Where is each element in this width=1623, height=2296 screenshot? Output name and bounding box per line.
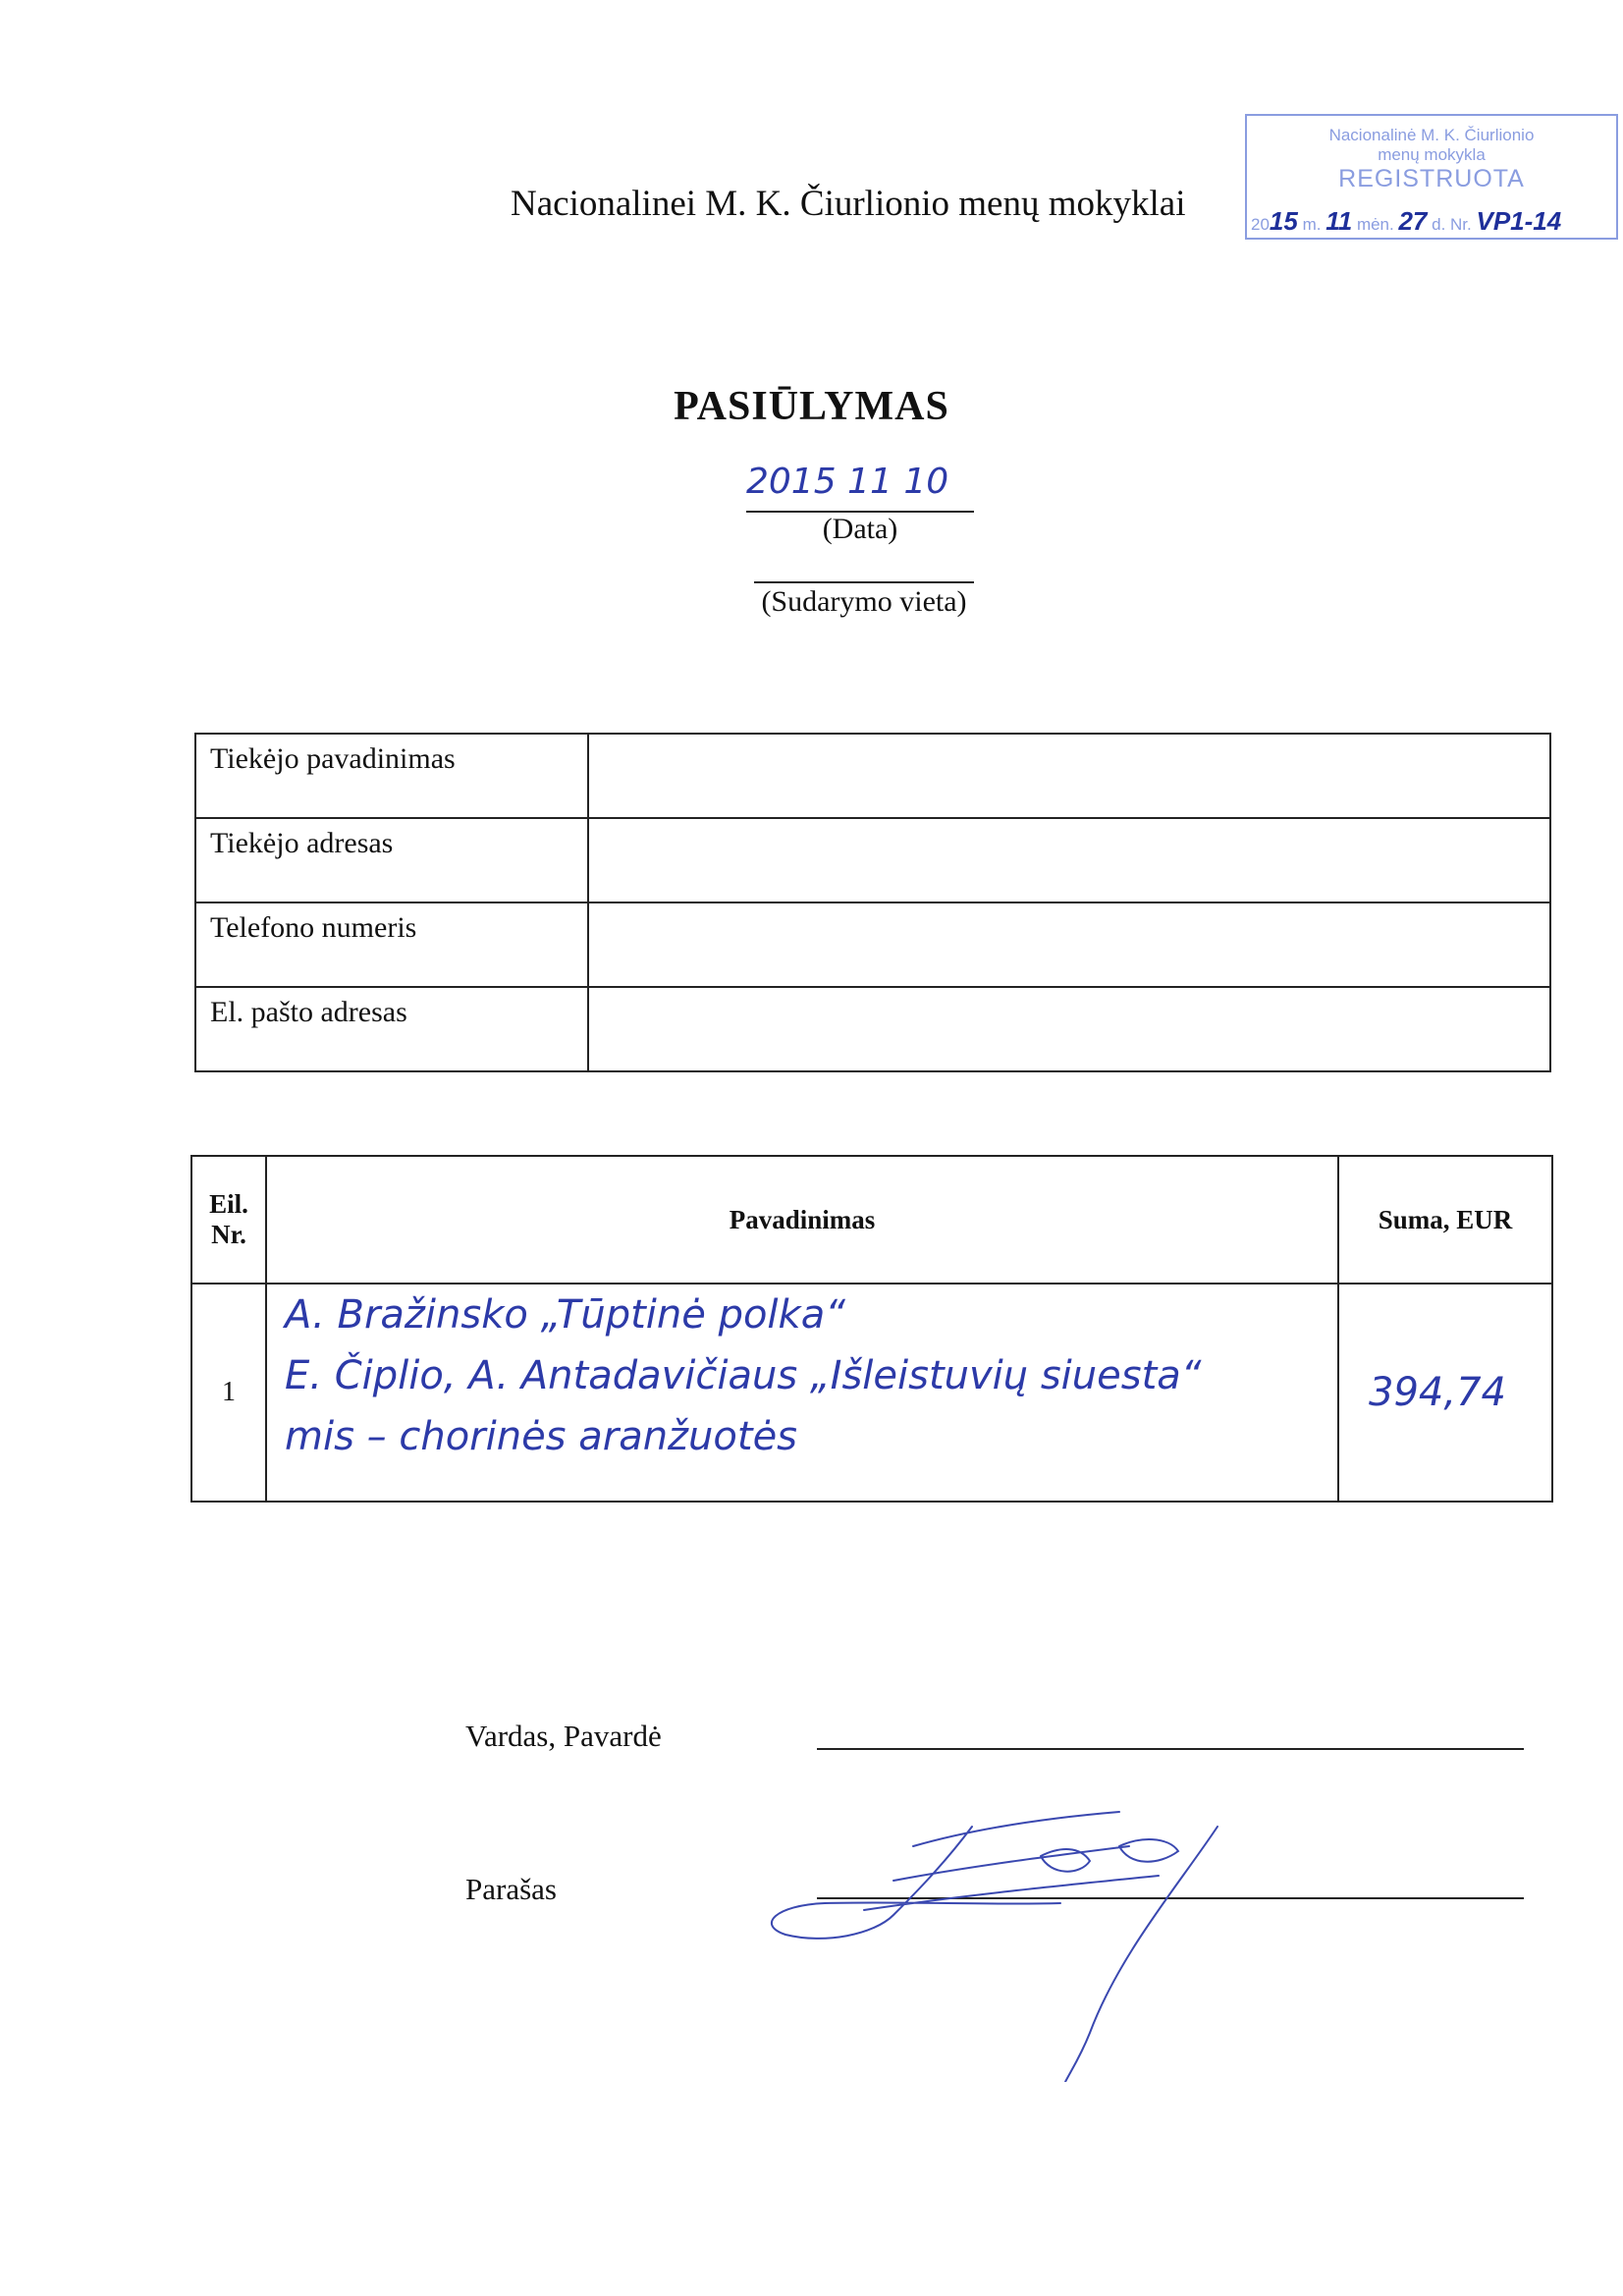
supplier-name-value: [588, 734, 1550, 818]
item-sum-value: 394,74: [1369, 1370, 1506, 1415]
table-row: [195, 902, 1550, 987]
supplier-address-label: Tiekėjo adresas: [195, 818, 588, 902]
place-underline: [754, 581, 974, 583]
item-name-line: E. Čiplio, A. Antadavičiaus „Išleistuvių siuesta“: [285, 1353, 1202, 1398]
supplier-name-label: Tiekėjo pavadinimas: [195, 734, 588, 818]
supplier-email-label: El. pašto adresas: [195, 987, 588, 1071]
header-nr: Eil. Nr.: [191, 1156, 266, 1284]
supplier-email-value: [588, 987, 1550, 1071]
supplier-phone-label: Telefono numeris: [195, 902, 588, 987]
stamp-day-handwritten: 27: [1398, 206, 1428, 236]
table-row: [191, 1284, 1552, 1502]
stamp-m-label: m.: [1302, 215, 1322, 234]
stamp-year-handwritten: 15: [1269, 206, 1298, 236]
items-header-row: [191, 1156, 1552, 1284]
items-table: [190, 1155, 1553, 1503]
supplier-address-value: [588, 818, 1550, 902]
table-row: [195, 987, 1550, 1071]
signature-label: Parašas: [465, 1872, 557, 1906]
item-name-line: A. Bražinsko „Tūptinė polka“: [285, 1292, 845, 1338]
item-sum: [1338, 1284, 1552, 1502]
stamp-year-prefix: 20: [1251, 215, 1270, 234]
stamp-men-label: mėn.: [1356, 215, 1394, 234]
handwritten-signature: [766, 1787, 1257, 2082]
stamp-d-label: d. Nr.: [1432, 215, 1472, 234]
stamp-number-handwritten: VP1-14: [1476, 206, 1562, 236]
date-label: (Data): [822, 513, 898, 545]
stamp-month-handwritten: 11: [1325, 206, 1353, 236]
date-handwritten: 2015 11 10: [746, 462, 949, 502]
registration-stamp: [1245, 114, 1618, 240]
item-nr: 1: [191, 1284, 266, 1502]
stamp-date-line: [1251, 206, 1561, 237]
name-line: [817, 1748, 1524, 1750]
document-title: PASIŪLYMAS: [674, 384, 949, 429]
header-sum: Suma, EUR: [1338, 1156, 1552, 1284]
table-row: [195, 818, 1550, 902]
header-name: Pavadinimas: [266, 1156, 1338, 1284]
stamp-school-type: menų mokykla: [1378, 145, 1486, 164]
supplier-info-table: [194, 733, 1551, 1072]
supplier-phone-value: [588, 902, 1550, 987]
stamp-school-name: Nacionalinė M. K. Čiurlionio: [1328, 126, 1535, 144]
table-row: [195, 734, 1550, 818]
stamp-registered: REGISTRUOTA: [1338, 165, 1525, 192]
name-label: Vardas, Pavardė: [465, 1719, 662, 1753]
place-label: (Sudarymo vieta): [761, 585, 967, 618]
item-name-line: mis – chorinės aranžuotės: [285, 1414, 798, 1459]
recipient-line: Nacionalinei M. K. Čiurlionio menų mokyklai: [511, 184, 1186, 224]
item-name: [266, 1284, 1338, 1502]
